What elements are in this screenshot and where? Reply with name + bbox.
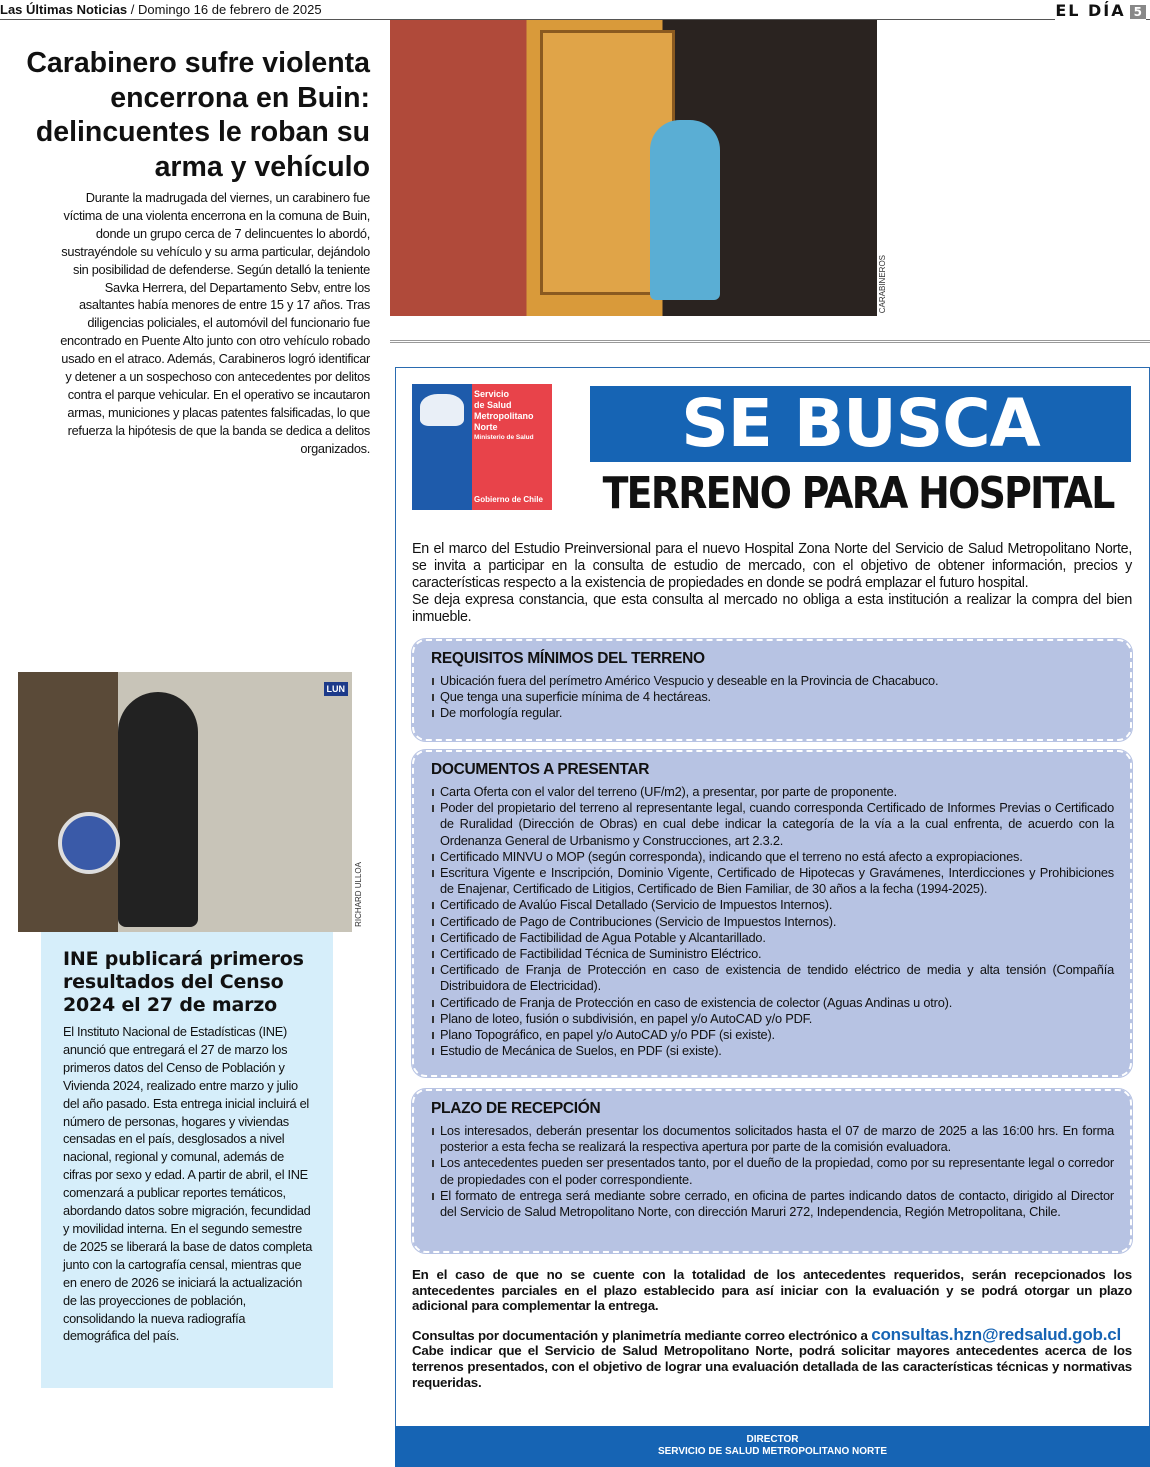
ad-intro: En el marco del Estudio Preinversional para el nuevo Hospital Zona Norte del Servicio de Salud Metropolitano Norte, se invita a participar en la consulta de estudio de mercado, con el objetivo de obtener información, precios y características respecto a la existencia de propiedades en donde se podrá emplazar el futuro hospital. Se deja expresa constancia, que esta consulta al mercado no obliga a esta institución a realizar la compra del bien inmueble. [412,541,1132,625]
section-label [1055,1,1146,20]
ssmn-logo: Servicio de Salud Metropolitano Norte Ministerio de Salud Gobierno de Chile [412,384,552,510]
chile-coat-of-arms-icon [412,384,472,510]
masthead-date: Domingo 16 de febrero de 2025 [138,2,322,17]
page-number: 5 [1130,5,1146,19]
article2-body: El Instituto Nacional de Estadísticas (INE) anunció que entregará el 27 de marzo los primeros datos del Censo de Población y Vivienda 2024, realizado entre marzo y julio del año pasado. Esta entrega inicial incluirá el número de personas, hogares y viviendas censadas en el país, desglosados a nivel nacional, regional y comunal, además de cifras por sexo y edad. A partir de abril, el INE comenzará a publicar reportes temáticos, abordando datos sobre migración, fecundidad y movilidad interna. En el segundo semestre de 2025 se liberará la base de datos completa junto con la cartografía censal, mientras que en enero de 2026 se iniciará la actualización de las proyecciones de población, consolidando la nueva radiografía demográfica del país. [63,1024,313,1344]
article2-photo-credit: RICHARD ULLOA [354,862,363,927]
masthead-separator: / [130,2,135,17]
article1-body: Durante la madrugada del viernes, un carabinero fue víctima de una violenta encerrona en la comuna de Buin, donde un grupo cerca de 7 delincuentes lo abordó, sustrayéndole su vehículo y su arma particular, dejándolo sin posibilidad de defenderse. Según detalló la teniente Savka Herrera, del Departamento Sebv, entre los asaltantes había menores de entre 15 y 17 años. Tras diligencias policiales, el automóvil del funcionario fue encontrado en Puente Alto junto con otro vehículo robado usado en el atraco. Además, Carabineros logró identificar y detener a un sospechoso con antecedentes por delitos contra el parque vehicular. En el operativo se incautaron armas, municiones y placas patentes falsificadas, lo que refuerza la hipótesis de que la banda se dedica a delitos organizados. [60,190,370,456]
article1-photo [390,20,877,316]
ad-closing: En el caso de que no se cuente con la totalidad de los antecedentes requeridos, serán recepcionados los antecedentes parciales en el plazo establecido para así iniciar con la evaluación y se podrá otorgar un plazo adicional para complementar la entrega. Consultas por documentación y planimetría mediante correo electrónico a consultas.hzn@redsalud.gob.cl Cabe indicar que el Servicio de Salud Metropolitano Norte, podrá solicitar mayores antecedentes acerca de los terrenos presentados, con el objetivo de lograr una evaluación detallada de las características técnicas y normativas requeridas. [412,1267,1132,1390]
article1-headline: Carabinero sufre violenta encerrona en Buin: delincuentes le roban su arma y vehículo [26,47,370,183]
contact-email-link[interactable]: consultas.hzn@redsalud.gob.cl [871,1324,1121,1344]
divider [390,340,1150,343]
requirements-box: REQUISITOS MÍNIMOS DEL TERRENO Ubicación fuera del perímetro Américo Vespucio y deseable en la Provincia de Chacabuco. Que tenga una superficie mínima de 4 hectáreas. De morfología regular. [412,639,1132,741]
ad-title: SE BUSCA [590,386,1131,462]
ad-subtitle: TERRENO PARA HOSPITAL [602,468,1115,519]
article1 [20,46,370,458]
documents-box: DOCUMENTOS A PRESENTAR Carta Oferta con el valor del terreno (UF/m2), a presentar, por parte de proponente. Poder del propietario del terreno al representante legal, cuando corresponda Certificado de Informes Previas o Certificado de Ruralidad (Dirección de Obras) en cual debe indicar la categoría de la vía a la cual enfrenta, de acuerdo con la Ordenanza General de Urbanismo y Construcciones, art 2.3.2. Certificado MINVU o MOP (según corresponda), indicando que el terreno no está afecto a expropiaciones. Escritura Vigente e Inscripción, Dominio Vigente, Certificado de Hipotecas y Gravámenes, Interdicciones y Prohibiciones de Enajenar, Certificado de Litigios, Certificado de Bien Familiar, de 30 años a la fecha (1994-2025). Certificado de Avalúo Fiscal Detallado (Servicio de Impuestos Internos). Certificado de Pago de Contribuciones (Servicio de Impuestos Internos). Certificado de Factibilidad de Agua Potable y Alcantarillado. Certificado de Factibilidad Técnica de Suministro Eléctrico. Certificado de Franja de Protección en caso de existencia de tendido eléctrico de media y alta tensión (Compañía Distribuidora de Electricidad). Certificado de Franja de Protección en caso de existencia de colector (Aguas Andinas u otro). Plano de loteo, fusión o subdivisión, en papel y/o AutoCAD y/o PDF. Plano Topográfico, en papel y/o AutoCAD y/o PDF (si existe). Estudio de Mecánica de Suelos, en PDF (si existe). [412,750,1132,1077]
lun-logo: LUN [324,682,349,696]
paper-name: Las Últimas Noticias [0,2,128,17]
article2-headline: INE publicará primeros resultados del Censo 2024 el 27 de marzo [63,948,304,1016]
deadline-box: PLAZO DE RECEPCIÓN Los interesados, deberán presentar los documentos solicitados hasta el 07 de marzo de 2025 a las 16:00 hrs. En forma posterior a esta fecha se realizará la respectiva apertura por parte de la comisión evaluadora. Los antecedentes pueden ser presentados tanto, por el dueño de la propiedad, como por su representante legal o corredor de propiedades con el poder correspondiente. El formato de entrega será mediante sobre cerrado, en oficina de partes indicando datos de contacto, dirigido al Director del Servicio de Salud Metropolitano Norte, con dirección Maruri 272, Independencia, Región Metropolitana, Chile. [412,1089,1132,1253]
masthead [0,0,1150,20]
ad-footer: DIRECTOR SERVICIO DE SALUD METROPOLITANO NORTE [395,1426,1150,1467]
censo-badge-icon [58,812,120,874]
article2-box [41,932,333,1388]
section-name: EL DÍA [1055,1,1126,20]
ad-content [412,541,1132,1390]
article2-photo [18,672,352,932]
article1-photo-credit: CARABINEROS [878,255,887,314]
